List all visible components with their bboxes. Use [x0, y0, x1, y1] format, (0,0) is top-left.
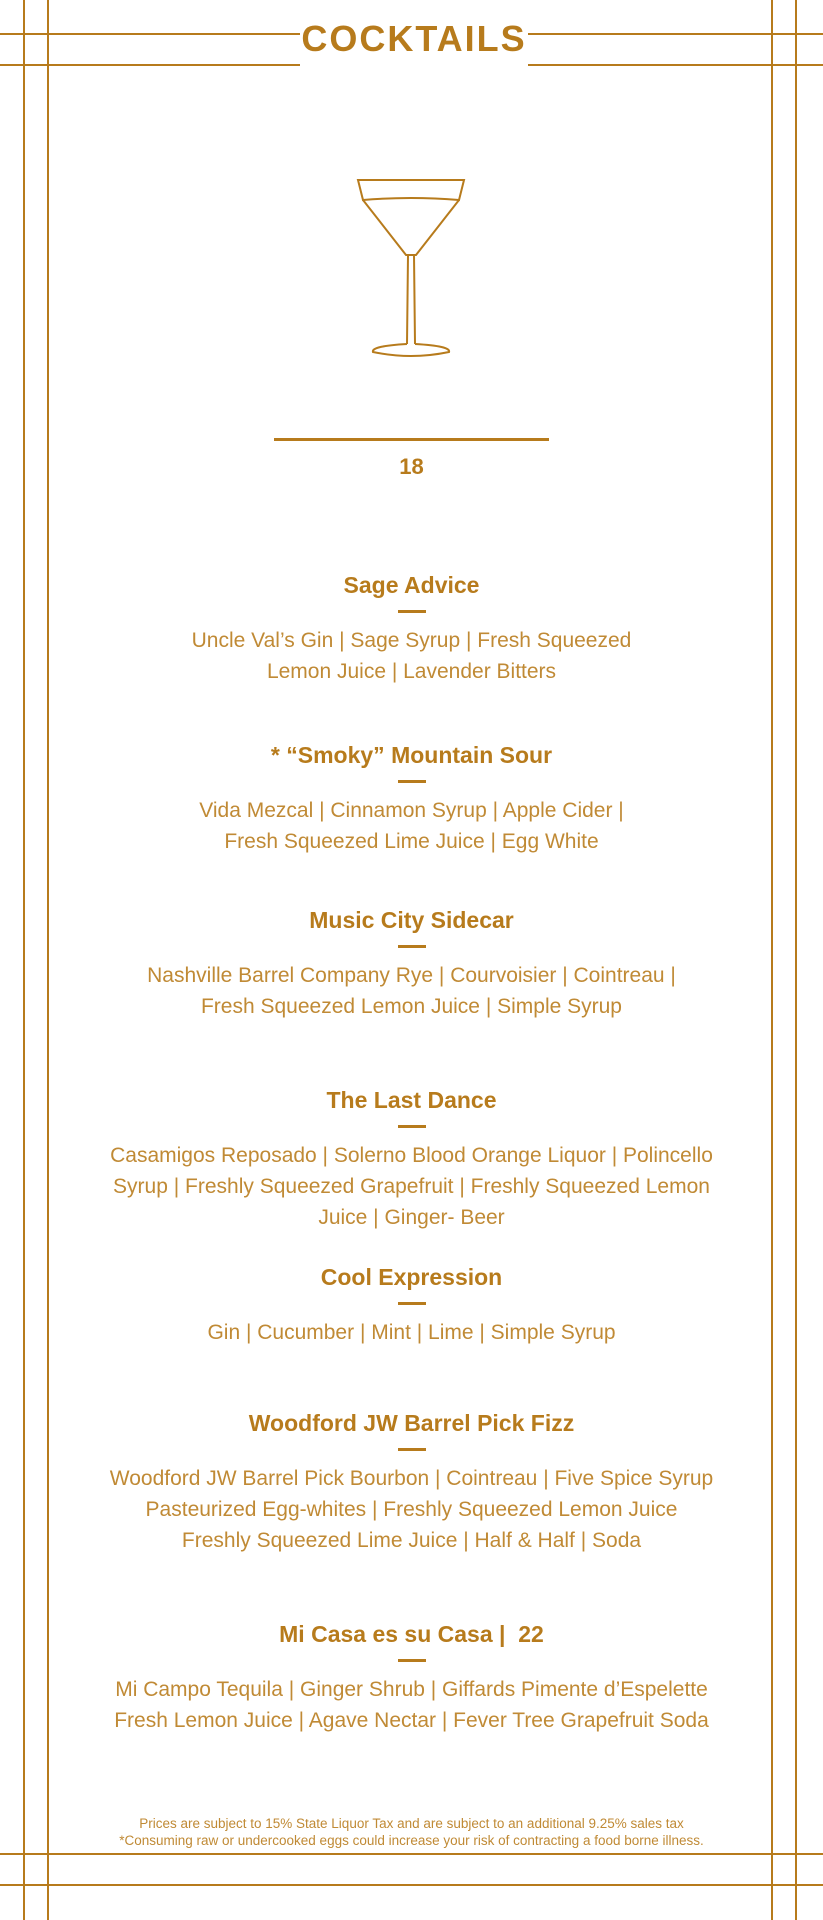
- item-name: Sage Advice: [343, 572, 480, 598]
- item-description-line: Freshly Squeezed Lime Juice | Half & Half | Soda: [181, 1529, 642, 1552]
- frame-line-right-inner: [771, 0, 773, 1920]
- item-description-line: Uncle Val’s Gin | Sage Syrup | Fresh Squeezed: [191, 629, 632, 652]
- item-description-line: Fresh Squeezed Lime Juice | Egg White: [224, 830, 599, 853]
- item-name: Cool Expression: [320, 1264, 503, 1290]
- item-name: * “Smoky” Mountain Sour: [270, 742, 553, 768]
- item-description: [60, 1317, 763, 1348]
- menu-item-cool-expression: [60, 1262, 763, 1348]
- item-description-line: Gin | Cucumber | Mint | Lime | Simple Syrup: [207, 1321, 616, 1344]
- tax-footnote: Prices are subject to 15% State Liquor Tax and are subject to an additional 9.25% sales tax: [139, 1816, 684, 1831]
- price-divider: [274, 438, 549, 441]
- menu-item-the-last-dance: [60, 1085, 763, 1233]
- item-divider: [398, 1659, 426, 1662]
- item-description: [60, 795, 763, 857]
- menu-item-mi-casa-es-su-casa: [60, 1619, 763, 1736]
- item-divider: [398, 1302, 426, 1305]
- page-title: COCKTAILS: [301, 18, 527, 59]
- frame-line-left-outer: [23, 0, 25, 1920]
- item-name: Woodford JW Barrel Pick Fizz: [248, 1410, 575, 1436]
- cocktail-glass-icon: [351, 172, 471, 367]
- item-divider: [398, 780, 426, 783]
- item-description: [60, 1463, 763, 1556]
- frame-line-bottom-lower: [0, 1884, 823, 1886]
- item-description: [60, 960, 763, 1022]
- item-description-line: Mi Campo Tequila | Ginger Shrub | Giffards Pimente d’Espelette: [115, 1678, 708, 1701]
- item-description: [60, 1140, 763, 1233]
- item-divider: [398, 1125, 426, 1128]
- item-name: The Last Dance: [326, 1087, 497, 1113]
- menu-item-smoky-mountain-sour: [60, 740, 763, 857]
- item-description: [60, 625, 763, 687]
- item-description-line: Pasteurized Egg-whites | Freshly Squeezed Lemon Juice: [145, 1498, 678, 1521]
- frame-line-bottom-upper: [0, 1853, 823, 1855]
- menu-item-music-city-sidecar: [60, 905, 763, 1022]
- item-divider: [398, 1448, 426, 1451]
- item-description-line: Lemon Juice | Lavender Bitters: [266, 660, 557, 683]
- item-description: [60, 1674, 763, 1736]
- item-description-line: Fresh Squeezed Lemon Juice | Simple Syrup: [200, 995, 622, 1018]
- item-name: Music City Sidecar: [309, 907, 514, 933]
- item-description-line: Vida Mezcal | Cinnamon Syrup | Apple Cider |: [199, 799, 624, 822]
- menu-item-woodford-barrel-pick-fizz: [60, 1408, 763, 1556]
- item-description-line: Fresh Lemon Juice | Agave Nectar | Fever Tree Grapefruit Soda: [114, 1709, 709, 1732]
- item-name: Mi Casa es su Casa | 22: [279, 1621, 544, 1647]
- base-price: 18: [399, 454, 424, 479]
- item-description-line: Syrup | Freshly Squeezed Grapefruit | Freshly Squeezed Lemon: [113, 1175, 710, 1198]
- item-divider: [398, 945, 426, 948]
- frame-line-left-inner: [47, 0, 49, 1920]
- item-description-line: Casamigos Reposado | Solerno Blood Orange Liquor | Polincello: [110, 1144, 713, 1167]
- item-divider: [398, 610, 426, 613]
- menu-item-sage-advice: [60, 570, 763, 687]
- frame-line-right-outer: [795, 0, 797, 1920]
- item-description-line: Juice | Ginger- Beer: [318, 1206, 505, 1229]
- raw-egg-footnote: *Consuming raw or undercooked eggs could increase your risk of contracting a food borne illness.: [119, 1833, 704, 1848]
- item-description-line: Nashville Barrel Company Rye | Courvoisier | Cointreau |: [147, 964, 676, 987]
- item-description-line: Woodford JW Barrel Pick Bourbon | Cointreau | Five Spice Syrup: [109, 1467, 714, 1490]
